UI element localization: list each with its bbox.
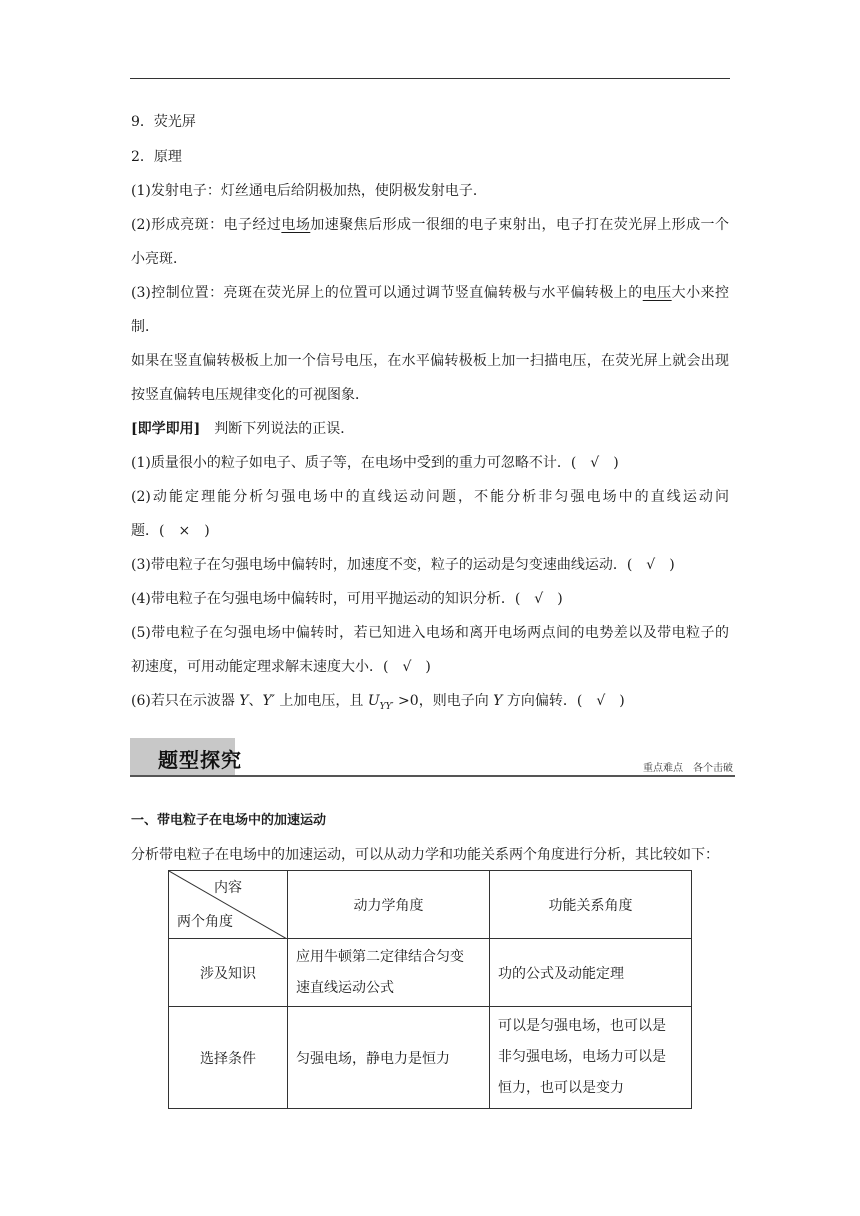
- quiz-q5-line2: 初速度，可用动能定理求解末速度大小．( √ ): [131, 659, 431, 675]
- quiz-q4: (4)带电粒子在匀强电场中偏转时，可用平抛运动的知识分析．( √ ): [131, 591, 563, 607]
- header-rule: [130, 78, 730, 79]
- section-title: 题型探究: [158, 748, 242, 772]
- quiz-q3: (3)带电粒子在匀强电场中偏转时，加速度不变，粒子的运动是匀变速曲线运动．( √ ): [131, 557, 675, 573]
- quiz-intro: [131, 419, 354, 439]
- table-row-label-1: 涉及知识: [169, 939, 288, 1007]
- q6-text-2: 上加电压，且: [274, 693, 368, 709]
- table-corner-cell: [169, 871, 288, 939]
- principle-p3-line2: 制．: [131, 319, 159, 335]
- table-row: [169, 1007, 692, 1109]
- corner-label-top: 内容: [214, 880, 242, 896]
- quiz-q2-line1: (2)动能定理能分析匀强电场中的直线运动问题，不能分析非匀强电场中的直线运动问: [131, 489, 729, 505]
- principle-p4-line1: 如果在竖直偏转极板上加一个信号电压，在水平偏转极板上加一扫描电压，在荧光屏上就会出现: [131, 353, 729, 369]
- table-col-header-1: 动力学角度: [288, 871, 490, 939]
- cell-line: 可以是匀强电场，也可以是: [498, 1018, 666, 1034]
- cell-line: 非匀强电场，电场力可以是: [498, 1049, 666, 1065]
- cell-line: 应用牛顿第二定律结合匀变: [296, 948, 464, 965]
- q6-text-3: >0，则电子向: [393, 693, 494, 709]
- principle-p4-line2: 按竖直偏转电压规律变化的可视图象．: [131, 387, 369, 403]
- p2-text-post: 加速聚焦后形成一很细的电子束射出，电子打在荧光屏上形成一个: [310, 217, 730, 233]
- table-cell-r1-c2: 功的公式及动能定理: [490, 939, 692, 1007]
- principle-p2-line2: 小亮斑．: [131, 251, 187, 267]
- q6-subscript: YY′: [379, 701, 394, 712]
- table-header-row: [169, 871, 692, 939]
- q6-var-yprime: Y′: [262, 693, 275, 709]
- q6-var-u: U: [367, 693, 380, 709]
- table-cell-r2-c1: 匀强电场，静电力是恒力: [288, 1007, 490, 1109]
- quiz-q1: (1)质量很小的粒子如电子、质子等，在电场中受到的重力可忽略不计．( √ ): [131, 455, 619, 471]
- corner-label-bottom: 两个角度: [177, 914, 233, 930]
- table-cell-r1-c1: [288, 939, 490, 1007]
- table-row: [169, 939, 692, 1007]
- table-col-header-2: 功能关系角度: [490, 871, 692, 939]
- q6-text-4: 方向偏转．( √ ): [502, 693, 625, 709]
- quiz-q5-line1: (5)带电粒子在匀强电场中偏转时，若已知进入电场和离开电场两点间的电势差以及带电粒子的: [131, 625, 729, 641]
- list-item-9: 9．荧光屏: [131, 114, 196, 130]
- quiz-intro-text: 判断下列说法的正误．: [214, 421, 355, 437]
- q6-sep: 、: [248, 693, 263, 709]
- section-rule: [130, 775, 735, 777]
- principle-p2-line1: [131, 215, 729, 235]
- quiz-q2-line2: 题．( × ): [131, 523, 210, 539]
- principle-p3-line1: [131, 283, 729, 303]
- q6-text-1: (6)若只在示波器: [131, 693, 240, 709]
- quiz-q6: [131, 691, 625, 717]
- p2-text-pre: (2)形成亮斑：电子经过: [131, 217, 282, 233]
- p3-text-post: 大小来控: [671, 285, 730, 301]
- quiz-tag: [即学即用]: [131, 421, 201, 437]
- q6-var-y: Y: [239, 693, 249, 709]
- principle-p1: (1)发射电子：灯丝通电后给阴极加热，使阴极发射电子．: [131, 183, 487, 199]
- p2-underlined-term: 电场: [281, 217, 311, 233]
- principle-heading: 2．原理: [131, 149, 182, 165]
- part1-intro: 分析带电粒子在电场中的加速运动，可以从动力学和功能关系两个角度进行分析，其比较如下：: [131, 847, 719, 863]
- table-row-label-2: 选择条件: [169, 1007, 288, 1109]
- q6-var-y2: Y: [493, 693, 503, 709]
- table-cell-r2-c2: [490, 1007, 692, 1109]
- p3-text-pre: (3)控制位置：亮斑在荧光屏上的位置可以通过调节竖直偏转极与水平偏转极上的: [131, 285, 643, 301]
- p3-underlined-term: 电压: [642, 285, 672, 301]
- section-hint: 重点难点 各个击破: [643, 763, 733, 774]
- cell-line: 速直线运动公式: [296, 979, 394, 996]
- comparison-table: [168, 870, 692, 1109]
- part1-heading: 一、带电粒子在电场中的加速运动: [131, 813, 327, 828]
- cell-line: 恒力，也可以是变力: [498, 1080, 624, 1096]
- section-banner: [130, 738, 735, 778]
